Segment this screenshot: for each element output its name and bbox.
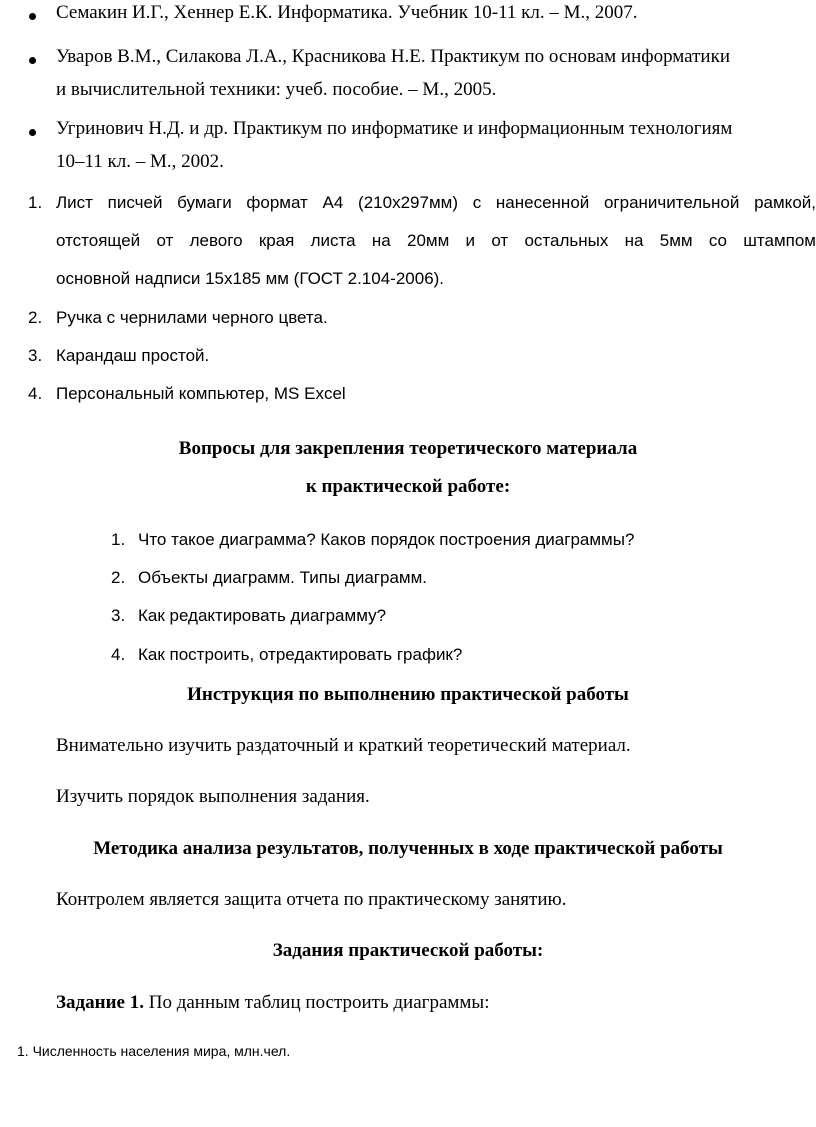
materials-line: Ручка с чернилами черного цвета. xyxy=(56,308,328,327)
method-heading: Методика анализа результатов, полученных в ходе практической работы xyxy=(93,838,723,859)
item-number: 1. xyxy=(111,530,126,549)
reference-line: Уваров В.М., Силакова Л.А., Красникова Н.Е. Практикум по основам информатики xyxy=(56,46,730,67)
materials-line: отстоящей от левого края листа на 20мм и от остальных на 5мм со штампом xyxy=(56,231,816,250)
method-text: Контролем является защита отчета по практическому занятию. xyxy=(56,889,567,910)
reference-line: Семакин И.Г., Хеннер Е.К. Информатика. Учебник 10-11 кл. – М., 2007. xyxy=(56,2,638,23)
table-caption: 1. Численность населения мира, млн.чел. xyxy=(17,1043,291,1059)
instructions-heading: Инструкция по выполнению практической работы xyxy=(187,684,629,705)
materials-line: основной надписи 15х185 мм (ГОСТ 2.104-2006). xyxy=(56,269,445,288)
materials-line: Карандаш простой. xyxy=(56,346,210,365)
materials-line: Персональный компьютер, MS Excel xyxy=(56,384,346,403)
bullet-icon xyxy=(29,129,36,136)
task-1 xyxy=(56,992,489,1014)
instruction-text: Изучить порядок выполнения задания. xyxy=(56,786,370,807)
item-number: 3. xyxy=(111,606,126,625)
question-item: Как редактировать диаграмму? xyxy=(138,606,387,625)
instruction-text: Внимательно изучить раздаточный и краткий теоретический материал. xyxy=(56,735,631,756)
questions-heading-sub: к практической работе: xyxy=(305,476,511,497)
reference-line: и вычислительной техники: учеб. пособие. – М., 2005. xyxy=(56,79,497,100)
item-number: 4. xyxy=(28,384,43,403)
bullet-icon xyxy=(29,57,36,64)
questions-heading: Вопросы для закрепления теоретического материала xyxy=(178,438,638,459)
item-number: 2. xyxy=(111,568,126,587)
question-item: Как построить, отредактировать график? xyxy=(138,645,463,664)
materials-line: Лист писчей бумаги формат А4 (210х297мм) с нанесенной ограничительной рамкой, xyxy=(56,193,816,212)
item-number: 1. xyxy=(28,193,43,212)
question-item: Объекты диаграмм. Типы диаграмм. xyxy=(138,568,427,587)
question-item: Что такое диаграмма? Каков порядок построения диаграммы? xyxy=(138,530,635,549)
item-number: 3. xyxy=(28,346,43,365)
reference-line: 10–11 кл. – М., 2002. xyxy=(56,151,224,172)
item-number: 4. xyxy=(111,645,126,664)
task-1-label: Задание 1. xyxy=(56,992,144,1013)
task-1-text: По данным таблиц построить диаграммы: xyxy=(143,992,490,1013)
bullet-icon xyxy=(29,13,36,20)
item-number: 2. xyxy=(28,308,43,327)
reference-line: Угринович Н.Д. и др. Практикум по информатике и информационным технологиям xyxy=(56,118,733,139)
tasks-heading: Задания практической работы: xyxy=(272,940,544,961)
